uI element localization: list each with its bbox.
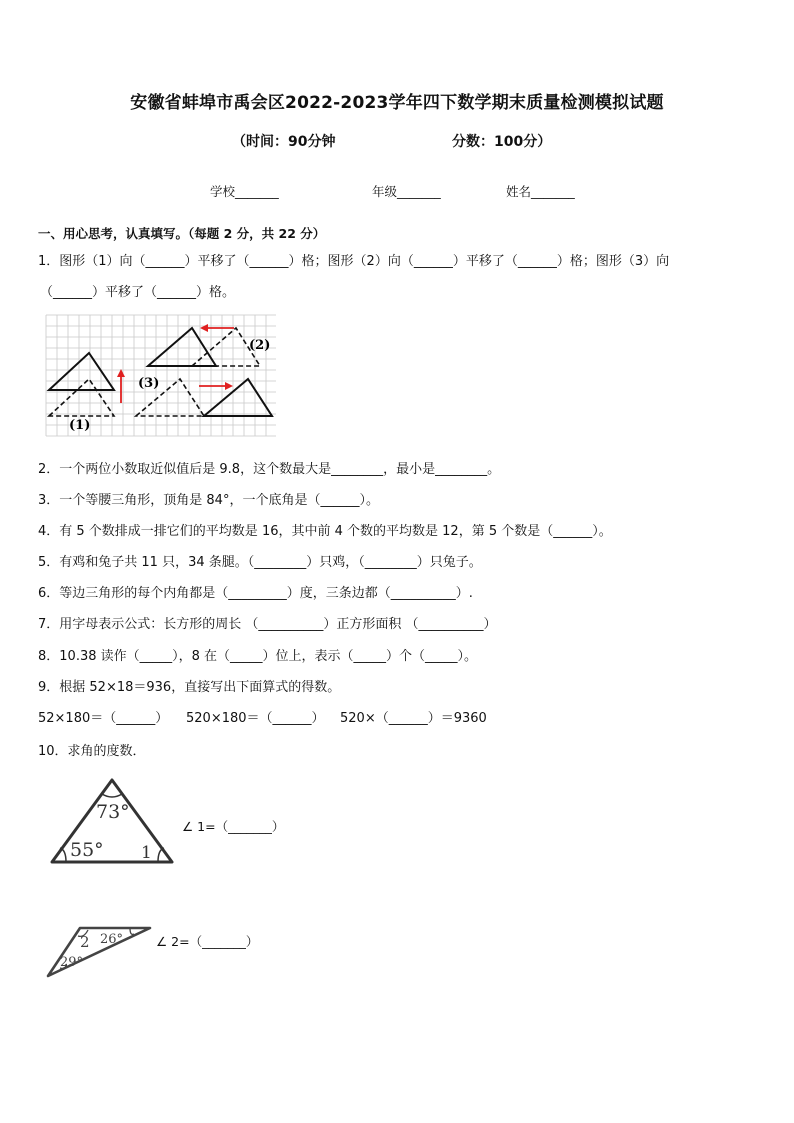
figure-label-2: (2): [249, 338, 271, 353]
question-9: 9．根据 52×18＝936，直接写出下面算式的得数。: [38, 680, 341, 695]
arrow-left-head: [200, 324, 208, 332]
triangle-1-left-angle: 55°: [70, 839, 104, 861]
question-9-a: 52×180＝（______）: [38, 711, 169, 726]
triangle-2-angle-26: 26°: [100, 932, 124, 947]
name-field: 姓名_______: [506, 184, 575, 199]
question-4: 4．有 5 个数排成一排它们的平均数是 16，其中前 4 个数的平均数是 12，第 5 个数是（______）。: [38, 524, 612, 539]
shape-1-solid: [49, 353, 114, 390]
grade-field: 年级_______: [372, 184, 441, 199]
question-3: 3．一个等腰三角形，顶角是 84°，一个底角是（______）。: [38, 493, 379, 508]
question-9-b: 520×180＝（______）: [186, 711, 325, 726]
shape-2-solid: [148, 328, 216, 366]
figure-label-3: (3): [138, 376, 160, 391]
translation-grid-figure: [44, 313, 276, 443]
shape-3-solid: [204, 379, 272, 416]
question-1-line-1: 1．图形（1）向（______）平移了（______）格；图形（2）向（______）平移了（______）格；图形（3）向: [38, 254, 670, 269]
triangle-1-top-angle: 73°: [96, 801, 130, 823]
question-9-c: 520×（______）＝9360: [340, 711, 487, 726]
school-field: 学校_______: [210, 184, 279, 199]
triangle-2-figure: [44, 922, 154, 980]
question-8: 8．10.38 读作（_____），8 在（_____）位上，表示（_____）个（_____）。: [38, 649, 478, 664]
question-7: 7．用字母表示公式：长方形的周长 （__________）正方形面积 （__________）: [38, 617, 497, 632]
question-2: 2．一个两位小数取近似值后是 9.8，这个数最大是________，最小是________。: [38, 462, 501, 477]
question-10: 10．求角的度数．: [38, 744, 146, 759]
triangle-2-angle-29: 29°: [60, 955, 84, 970]
question-1-line-2: （______）平移了（______）格。: [40, 285, 236, 300]
triangle-2-angle-2: 2: [80, 933, 90, 951]
figure-label-1: (1): [69, 418, 91, 433]
triangle-1-right-angle: 1: [141, 843, 152, 863]
angle-1-question: ∠ 1=（_______）: [182, 819, 285, 834]
question-6: 6．等边三角形的每个内角都是（_________）度，三条边都（__________）.: [38, 586, 473, 601]
page-title: 安徽省蚌埠市禹会区2022-2023学年四下数学期末质量检测模拟试题: [130, 93, 664, 113]
question-5: 5．有鸡和兔子共 11 只，34 条腿。（________）只鸡，（________）只兔子。: [38, 555, 482, 570]
angle-2-question: ∠ 2=（_______）: [156, 934, 259, 949]
score-label: 分数：100分）: [452, 134, 552, 150]
time-label: （时间：90分钟: [232, 134, 336, 150]
triangle-1-top-arc: [102, 794, 122, 797]
shape-1-dashed: [49, 379, 114, 416]
triangle-1-figure: [44, 776, 184, 868]
arrow-right-head: [225, 382, 233, 390]
section-heading: 一、用心思考，认真填写。（每题 2 分，共 22 分）: [38, 226, 326, 241]
